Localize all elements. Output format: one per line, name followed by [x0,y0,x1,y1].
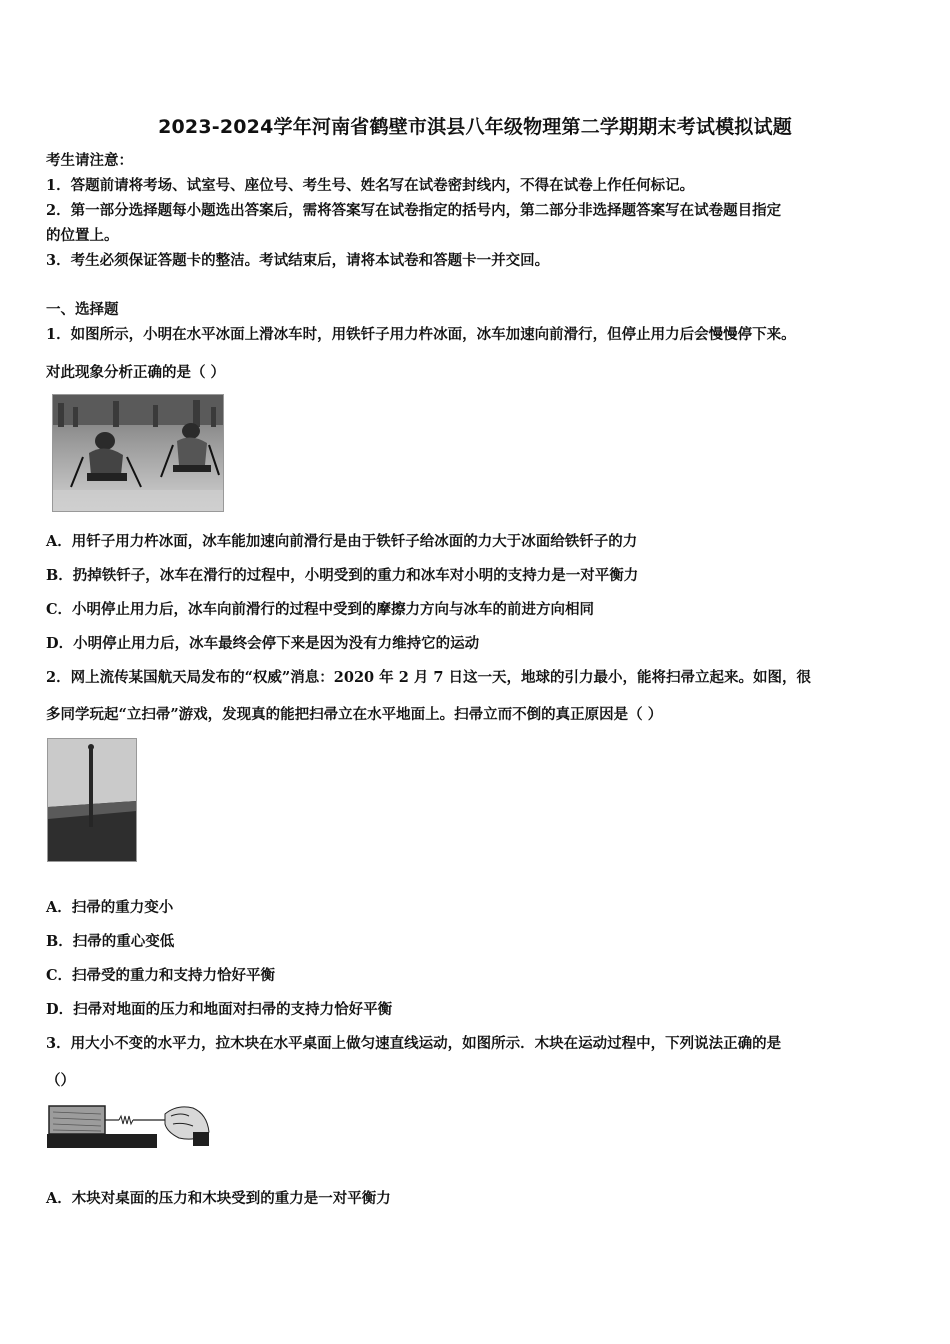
q1-stem-line-1: 1．如图所示，小明在水平冰面上滑冰车时，用铁钎子用力杵冰面，冰车加速向前滑行，但停止用力后会慢慢停下来。 [46,326,796,343]
notice-heading: 考生请注意： [46,152,133,169]
notice-item-3: 3．考生必须保证答题卡的整洁。考试结束后，请将本试卷和答题卡一并交回。 [46,252,550,269]
q3-option-a: A．木块对桌面的压力和木块受到的重力是一对平衡力 [46,1190,391,1207]
section-heading: 一、选择题 [46,301,119,318]
ice-sled-photo [52,394,224,512]
q1-option-b: B．扔掉铁钎子，冰车在滑行的过程中，小明受到的重力和冰车对小明的支持力是一对平衡力 [46,567,639,584]
notice-item-1: 1．答题前请将考场、试室号、座位号、考生号、姓名写在试卷密封线内，不得在试卷上作任何标记。 [46,177,695,194]
standing-broom-photo [47,738,137,862]
q3-stem-line-2: （） [46,1072,75,1089]
page-title: 2023-2024学年河南省鹤壁市淇县八年级物理第二学期期末考试模拟试题 [158,116,792,138]
q1-option-d: D．小明停止用力后，冰车最终会停下来是因为没有力维持它的运动 [46,635,480,652]
q3-stem-line-1: 3．用大小不变的水平力，拉木块在水平桌面上做匀速直线运动，如图所示．木块在运动过程中，下列说法正确的是 [46,1035,782,1052]
q2-option-c: C．扫帚受的重力和支持力恰好平衡 [46,967,276,984]
notice-item-2-cont: 的位置上。 [46,227,119,244]
q1-stem-line-2: 对此现象分析正确的是（ ） [46,364,226,381]
notice-item-2: 2．第一部分选择题每小题选出答案后，需将答案写在试卷指定的括号内，第二部分非选择题答案写在试卷题目指定 [46,202,782,219]
q2-option-a: A．扫帚的重力变小 [46,899,174,916]
q2-stem-line-1: 2．网上流传某国航天局发布的“权威”消息：2020 年 2 月 7 日这一天，地球的引力最小，能将扫帚立起来。如图，很 [46,669,812,686]
q2-stem-line-2: 多同学玩起“立扫帚”游戏，发现真的能把扫帚立在水平地面上。扫帚立而不倒的真正原因是（ ） [46,706,663,723]
wood-block-diagram [47,1102,211,1150]
q1-option-a: A．用钎子用力杵冰面，冰车能加速向前滑行是由于铁钎子给冰面的力大于冰面给铁钎子的力 [46,533,638,550]
q1-option-c: C．小明停止用力后，冰车向前滑行的过程中受到的摩擦力方向与冰车的前进方向相同 [46,601,595,618]
q2-option-b: B．扫帚的重心变低 [46,933,175,950]
q2-option-d: D．扫帚对地面的压力和地面对扫帚的支持力恰好平衡 [46,1001,393,1018]
